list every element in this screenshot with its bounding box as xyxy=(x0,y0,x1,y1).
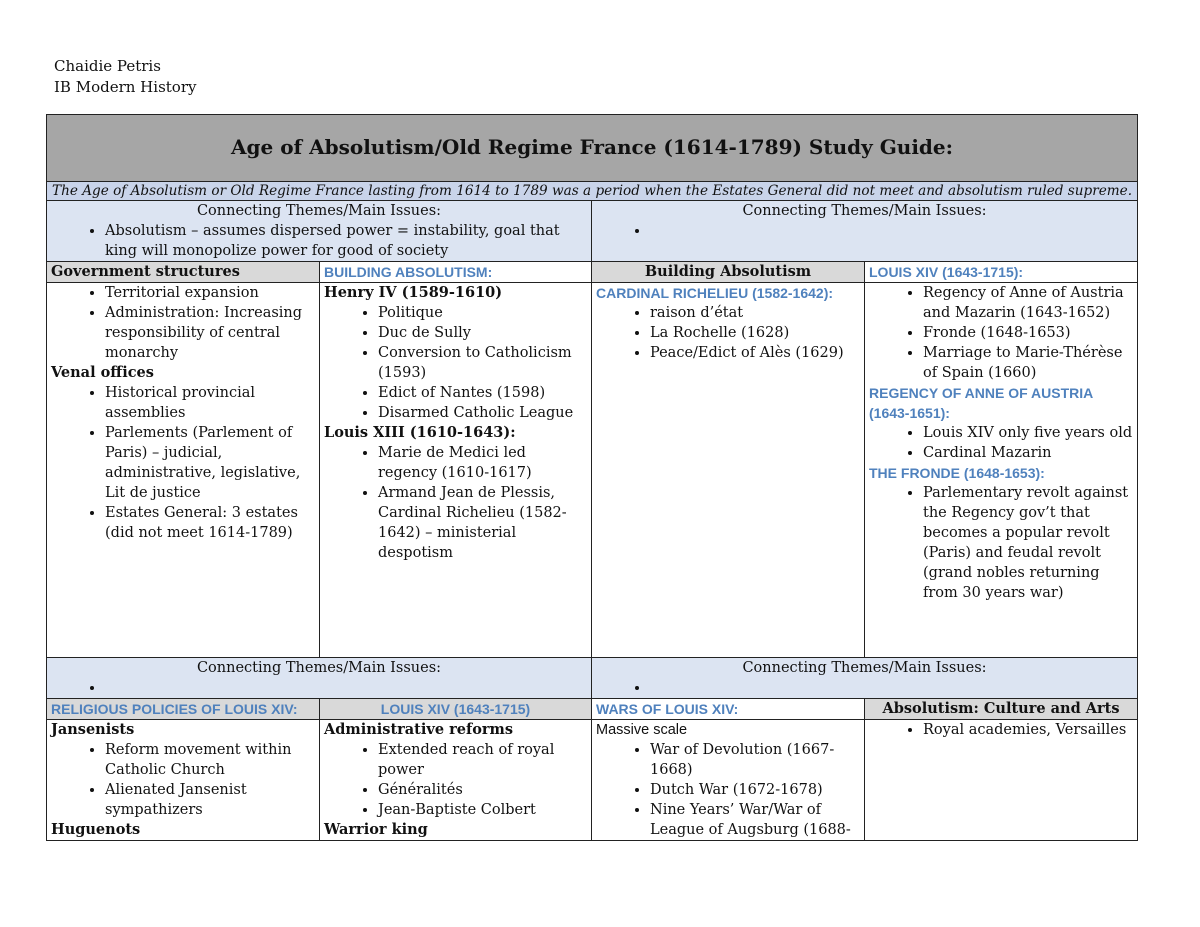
list-item: • Jean-Baptiste Colbert xyxy=(378,800,587,820)
theme-item xyxy=(105,678,587,698)
list-item: • Fronde (1648-1653) xyxy=(923,323,1133,343)
theme-title: Connecting Themes/Main Issues: xyxy=(196,660,442,676)
subheading-jansenists: Jansenists xyxy=(51,721,135,738)
list-item: • Disarmed Catholic League xyxy=(378,403,587,423)
list-item: • Marie de Medici led regency (1610-1617) xyxy=(378,443,587,483)
list-item: • Alienated Jansenist sympathizers xyxy=(105,780,315,820)
list-item: • Louis XIV only five years old xyxy=(923,423,1133,443)
content-wars-louis-xiv xyxy=(592,720,865,841)
header-building-absolutism-caps: BUILDING ABSOLUTISM: xyxy=(320,262,592,283)
theme-title: Connecting Themes/Main Issues: xyxy=(196,203,442,219)
list-item: • Parlements (Parlement of Paris) – judicial, administrative, legislative, Lit de justice xyxy=(105,423,315,503)
subheading-cardinal-richelieu: CARDINAL RICHELIEU (1582-1642): xyxy=(596,285,834,301)
list-item: • Généralités xyxy=(378,780,587,800)
list-item: • Edict of Nantes (1598) xyxy=(378,383,587,403)
list-item: • Extended reach of royal power xyxy=(378,740,587,780)
list-item: • Armand Jean de Plessis, Cardinal Richelieu (1582-1642) – ministerial despotism xyxy=(378,483,587,563)
list-item: • Peace/Edict of Alès (1629) xyxy=(650,343,860,363)
subheading-henry-iv: Henry IV (1589-1610) xyxy=(324,284,503,301)
subheading-louis-xiii: Louis XIII (1610-1643): xyxy=(324,424,516,441)
guide-title-cell xyxy=(47,115,1138,182)
list-item: • Conversion to Catholicism (1593) xyxy=(378,343,587,383)
header-louis-xiv: LOUIS XIV (1643-1715): xyxy=(865,262,1138,283)
author-block xyxy=(54,56,196,98)
subheading-venal-offices: Venal offices xyxy=(51,364,154,381)
list-item: • Reform movement within Catholic Church xyxy=(105,740,315,780)
list-item: • Dutch War (1672-1678) xyxy=(650,780,860,800)
course-name: IB Modern History xyxy=(54,78,197,96)
theme-title: Connecting Themes/Main Issues: xyxy=(742,203,987,219)
subheading-administrative-reforms: Administrative reforms xyxy=(324,721,514,738)
list-item: • Estates General: 3 estates (did not meet 1614-1789) xyxy=(105,503,315,543)
list-item: • Nine Years’ War/War of League of Augsburg (1688- xyxy=(650,800,860,840)
theme-item: • Absolutism – assumes dispersed power = instability, goal that king will monopolize power for good of society xyxy=(105,221,587,261)
theme-cell-2-right xyxy=(592,658,1138,699)
theme-item xyxy=(650,678,1133,698)
header-building-absolutism: Building Absolutism xyxy=(592,262,865,283)
content-culture-arts xyxy=(865,720,1138,841)
theme-title: Connecting Themes/Main Issues: xyxy=(742,660,987,676)
list-item: • Politique xyxy=(378,303,587,323)
theme-cell-2-left xyxy=(47,658,592,699)
theme-list xyxy=(51,221,587,261)
content-building-absolutism-caps xyxy=(320,283,592,658)
list-item: • Regency of Anne of Austria and Mazarin (1643-1652) xyxy=(923,283,1133,323)
header-louis-xiv-reign: LOUIS XIV (1643-1715) xyxy=(320,699,592,720)
list-item: • Territorial expansion xyxy=(105,283,315,303)
study-guide-table xyxy=(46,114,1138,841)
list-item: • La Rochelle (1628) xyxy=(650,323,860,343)
header-government-structures: Government structures xyxy=(47,262,320,283)
theme-cell-1-right xyxy=(592,201,1138,262)
list-item: • Royal academies, Versailles xyxy=(923,720,1133,740)
list-item: • Administration: Increasing responsibility of central monarchy xyxy=(105,303,315,363)
theme-item xyxy=(650,221,1133,241)
list-item: • Parlementary revolt against the Regency gov’t that becomes a popular revolt (Paris) and feudal revolt (grand nobles returning from 30 years war) xyxy=(923,483,1133,603)
header-wars-louis-xiv: WARS OF LOUIS XIV: xyxy=(592,699,865,720)
list-item: • Cardinal Mazarin xyxy=(923,443,1133,463)
guide-intro: The Age of Absolutism or Old Regime France lasting from 1614 to 1789 was a period when the Estates General did not meet and absolutism ruled supreme. xyxy=(47,182,1138,201)
author-name: Chaidie Petris xyxy=(54,57,161,75)
content-government-structures xyxy=(47,283,320,658)
content-louis-xiv-reign xyxy=(320,720,592,841)
subheading-massive-scale: Massive scale xyxy=(596,722,688,738)
content-building-absolutism xyxy=(592,283,865,658)
list-item: • War of Devolution (1667-1668) xyxy=(650,740,860,780)
list-item: • raison d’état xyxy=(650,303,860,323)
theme-list xyxy=(596,678,1133,698)
list-item: • Historical provincial assemblies xyxy=(105,383,315,423)
list-item: • Duc de Sully xyxy=(378,323,587,343)
guide-title: Age of Absolutism/Old Regime France (1614-1789) Study Guide: xyxy=(231,134,954,159)
theme-list xyxy=(596,221,1133,241)
content-religious-policies xyxy=(47,720,320,841)
subheading-fronde: THE FRONDE (1648-1653): xyxy=(869,465,1045,481)
header-culture-arts: Absolutism: Culture and Arts xyxy=(865,699,1138,720)
subheading-regency-anne: REGENCY OF ANNE OF AUSTRIA (1643-1651): xyxy=(869,385,1093,421)
theme-cell-1-left xyxy=(47,201,592,262)
subheading-warrior-king: Warrior king xyxy=(324,821,428,838)
subheading-huguenots: Huguenots xyxy=(51,821,141,838)
content-louis-xiv xyxy=(865,283,1138,658)
list-item: • Marriage to Marie-Thérèse of Spain (1660) xyxy=(923,343,1133,383)
theme-list xyxy=(51,678,587,698)
header-religious-policies: RELIGIOUS POLICIES OF LOUIS XIV: xyxy=(47,699,320,720)
